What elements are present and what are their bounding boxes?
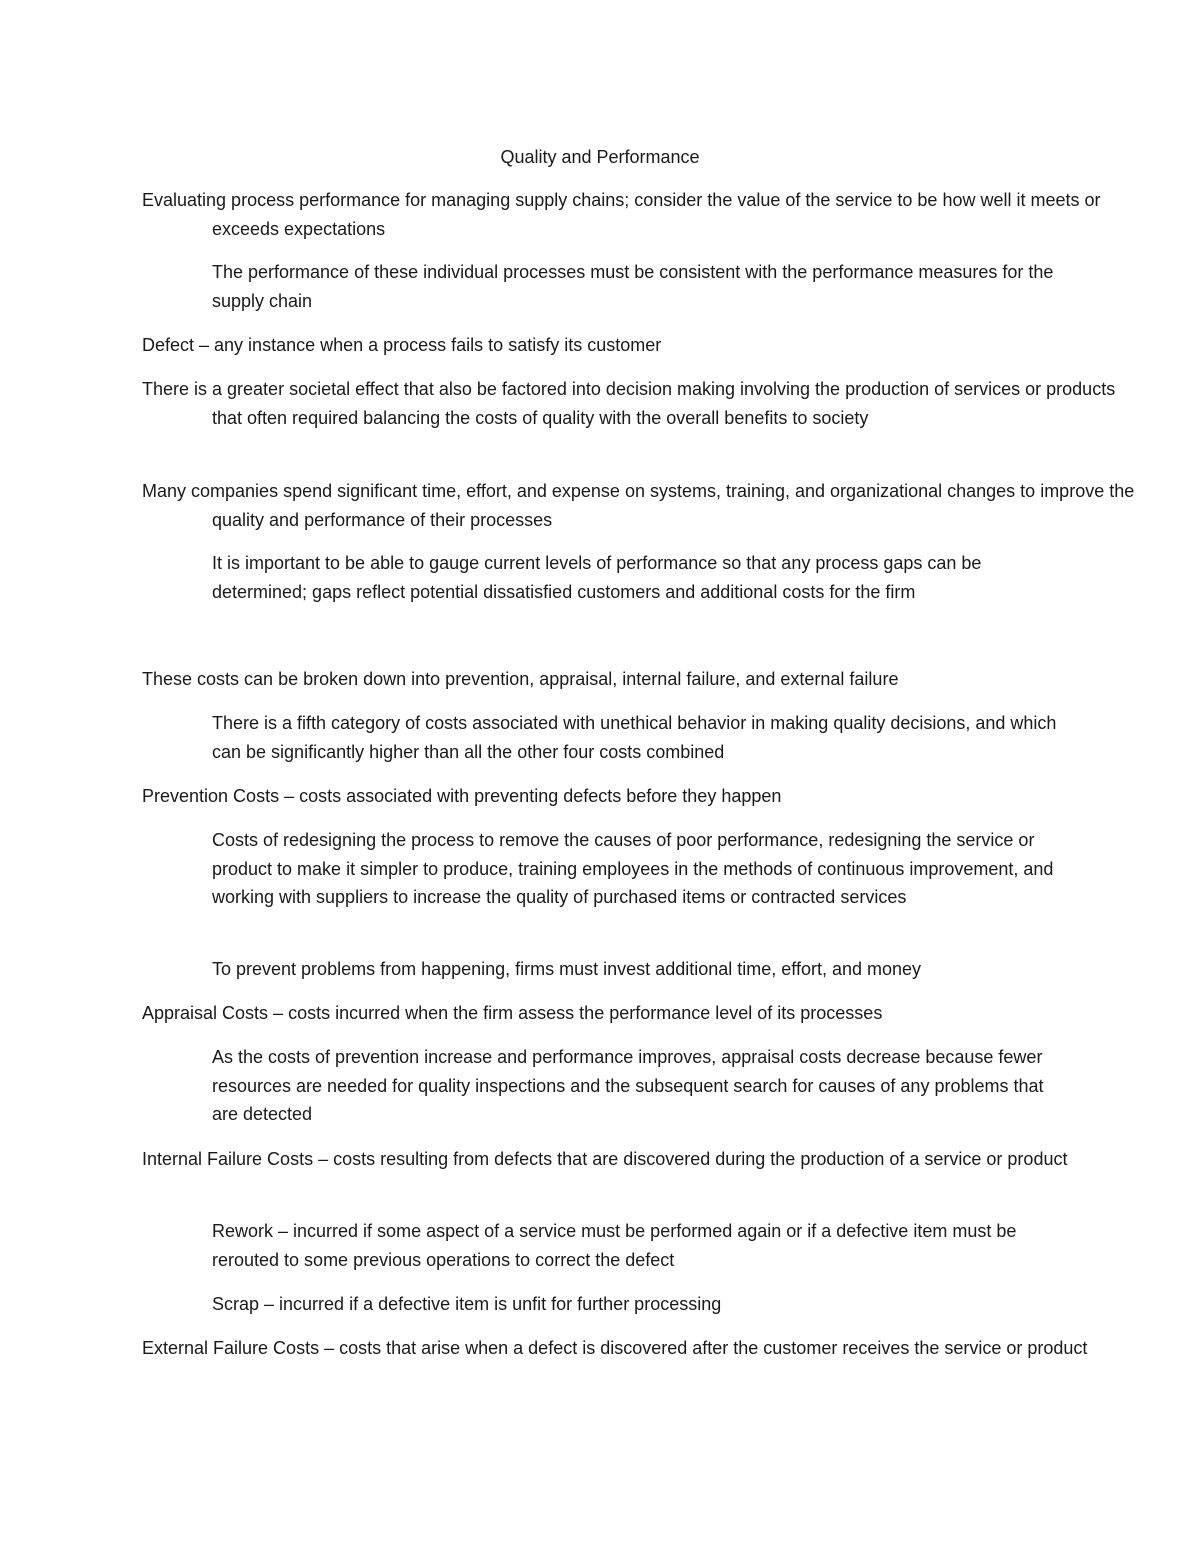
subparagraph-gauge-performance: It is important to be able to gauge current levels of performance so that any process gaps can be determined; gaps reflect potential dissatisfied customers and additional costs for the firm <box>212 553 982 602</box>
paragraph-process-performance: Evaluating process performance for managing supply chains; consider the value of the service to be how well it meets or exceeds expectations <box>142 190 1101 239</box>
subparagraph-prevent-problems: To prevent problems from happening, firms must invest additional time, effort, and money <box>212 959 922 979</box>
paragraph-companies-spend: Many companies spend significant time, effort, and expense on systems, training, and organizational changes to improve the quality and performance of their processes <box>142 481 1135 530</box>
paragraph-internal-failure: Internal Failure Costs – costs resulting from defects that are discovered during the production of a service or product <box>142 1149 1068 1169</box>
subparagraph-fifth-category: There is a fifth category of costs associated with unethical behavior in making quality decisions, and which can be significantly higher than all the other four costs combined <box>212 713 1057 762</box>
subparagraph-individual-processes: The performance of these individual processes must be consistent with the performance measures for the supply chain <box>212 262 1054 311</box>
subparagraph-appraisal-decrease: As the costs of prevention increase and performance improves, appraisal costs decrease because fewer resources are needed for quality inspections and the subsequent search for causes of any problems that are detected <box>212 1047 1044 1124</box>
subparagraph-scrap: Scrap – incurred if a defective item is unfit for further processing <box>212 1294 722 1314</box>
paragraph-cost-categories: These costs can be broken down into prevention, appraisal, internal failure, and external failure <box>142 669 899 689</box>
subparagraph-redesigning: Costs of redesigning the process to remove the causes of poor performance, redesigning the service or product to make it simpler to produce, training employees in the methods of continuous improvement, and working with suppliers to increase the quality of purchased items or contracted services <box>212 830 1054 907</box>
paragraph-appraisal-costs: Appraisal Costs – costs incurred when the firm assess the performance level of its processes <box>142 1003 883 1023</box>
paragraph-external-failure: External Failure Costs – costs that arise when a defect is discovered after the customer receives the service or product <box>142 1338 1088 1358</box>
paragraph-societal-effect: There is a greater societal effect that also be factored into decision making involving the production of services or products that often required balancing the costs of quality with the overall benefits to society <box>142 379 1116 428</box>
subparagraph-rework: Rework – incurred if some aspect of a service must be performed again or if a defective item must be rerouted to some previous operations to correct the defect <box>212 1221 1017 1270</box>
page-title: Quality and Performance <box>500 147 700 167</box>
paragraph-prevention-costs: Prevention Costs – costs associated with preventing defects before they happen <box>142 786 782 806</box>
paragraph-defect: Defect – any instance when a process fails to satisfy its customer <box>142 335 662 355</box>
